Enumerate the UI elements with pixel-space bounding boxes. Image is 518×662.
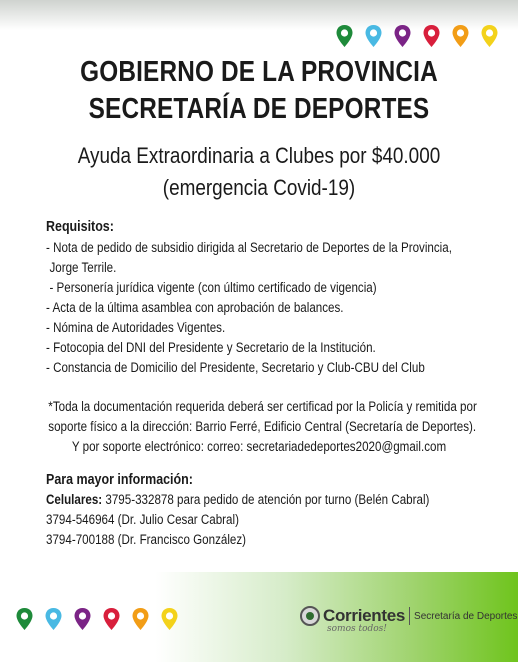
- requirements-list: [46, 238, 452, 378]
- contact-phone: 3795-332878 para pedido de atención por turno (Belén Cabral): [105, 492, 430, 507]
- department-label: Secretaría de Deportes: [414, 610, 518, 622]
- contact-list: [46, 490, 429, 550]
- list-item: - Acta de la última asamblea con aprobación de balances.: [46, 300, 344, 315]
- bottom-pin-row: [14, 607, 180, 631]
- note-line: *Toda la documentación requerida deberá ser certificad por la Policía y remitida por: [48, 399, 477, 414]
- location-pin-icon: [421, 24, 442, 48]
- province-seal-icon: [300, 606, 320, 626]
- list-item: - Nómina de Autoridades Vigentes.: [46, 320, 226, 335]
- contact-line: 3794-546964 (Dr. Julio Cesar Cabral): [46, 512, 239, 527]
- location-pin-icon: [363, 24, 384, 48]
- list-item: - Fotocopia del DNI del Presidente y Secretario de la Institución.: [46, 340, 376, 355]
- requirements-title: Requisitos:: [46, 219, 114, 235]
- location-pin-icon: [334, 24, 355, 48]
- location-pin-icon: [130, 607, 151, 631]
- location-pin-icon: [159, 607, 180, 631]
- contact-line: [46, 490, 429, 510]
- location-pin-icon: [479, 24, 500, 48]
- list-item: - Personería jurídica vigente (con último certificado de vigencia): [49, 280, 377, 295]
- list-item: - Constancia de Domicilio del Presidente, Secretario y Club-CBU del Club: [46, 360, 425, 375]
- subtitle-line1: Ayuda Extraordinaria a Clubes por $40.000: [77, 143, 441, 168]
- brand-tagline: somos todos!: [327, 624, 387, 634]
- location-pin-icon: [14, 607, 35, 631]
- location-pin-icon: [72, 607, 93, 631]
- contact-line: 3794-700188 (Dr. Francisco González): [46, 532, 247, 547]
- location-pin-icon: [450, 24, 471, 48]
- info-title: Para mayor información:: [46, 472, 193, 488]
- cellphones-label: Celulares:: [46, 492, 103, 507]
- location-pin-icon: [43, 607, 64, 631]
- certification-note: [14, 397, 504, 457]
- divider: [409, 607, 410, 625]
- top-pin-row: [334, 24, 500, 48]
- note-line: Y por soporte electrónico: correo: secretariadedeportes2020@gmail.com: [71, 439, 447, 454]
- page-title-line2: SECRETARÍA DE DEPORTES: [88, 93, 430, 125]
- corrientes-logo: [300, 606, 517, 626]
- location-pin-icon: [101, 607, 122, 631]
- brand-name: Corrientes: [323, 606, 406, 625]
- list-item: Jorge Terrile.: [49, 260, 117, 275]
- list-item: - Nota de pedido de subsidio dirigida al Secretario de Deportes de la Provincia,: [46, 240, 452, 255]
- location-pin-icon: [392, 24, 413, 48]
- note-line: soporte físico a la dirección: Barrio Ferré, Edificio Central (Secretaría de Deportes).: [48, 419, 477, 434]
- subtitle-line2: (emergencia Covid-19): [162, 175, 356, 200]
- page-title-line1: GOBIERNO DE LA PROVINCIA: [80, 56, 438, 88]
